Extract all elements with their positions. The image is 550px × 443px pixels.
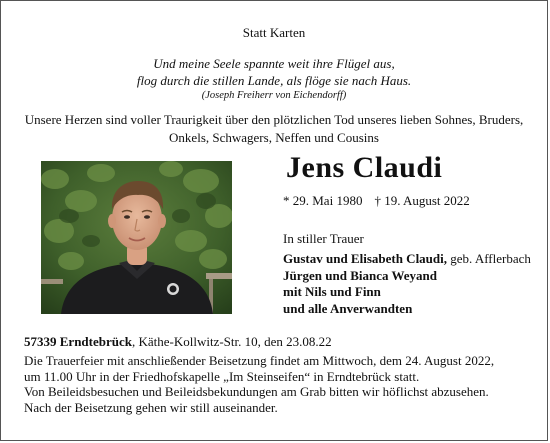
intro-text: [1, 111, 547, 147]
poem-line-2: flog durch die stillen Lande, als flöge sie nach Haus.: [136, 73, 412, 88]
birth-date: * 29. Mai 1980: [283, 193, 363, 208]
location-line: [24, 334, 332, 350]
mourner-maiden-name: geb. Afflerbach: [447, 251, 531, 266]
deceased-name: Jens Claudi: [286, 151, 443, 184]
life-dates: [283, 193, 470, 209]
poem-line-1: Und meine Seele spannte weit ihre Flügel aus,: [153, 56, 395, 71]
intro-line-1: Unsere Herzen sind voller Traurigkeit über den plötzlichen Tod unseres lieben Sohnes, Bruders,: [24, 112, 524, 127]
info-line-4: Nach der Beisetzung gehen wir still auseinander.: [24, 400, 278, 416]
info-line-2: um 11.00 Uhr in der Friedhofskapelle „Im Steinseifen“ in Erndtebrück statt.: [24, 368, 420, 384]
portrait-photo: [41, 161, 232, 314]
poem-author: (Joseph Freiherr von Eichendorff): [201, 90, 347, 101]
mourner-line-1: [283, 251, 531, 268]
mourner-line-4: und alle Anverwandten: [283, 300, 413, 316]
info-line-3: Von Beileidsbesuchen und Beileidsbekundungen am Grab bitten wir höflichst abzusehen.: [24, 384, 489, 400]
intro-line-2: Onkels, Schwagers, Neffen und Cousins: [169, 130, 379, 145]
mourner-parents: Gustav und Elisabeth Claudi,: [283, 251, 448, 266]
header-label: Statt Karten: [242, 25, 306, 40]
info-line-1: Die Trauerfeier mit anschließender Beisetzung findet am Mittwoch, dem 24. August 2022,: [24, 353, 495, 368]
mourner-line-3: mit Nils und Finn: [283, 284, 381, 299]
location-city: 57339 Erndtebrück: [24, 334, 132, 349]
mourners-list: [283, 251, 531, 317]
location-address-date: , Käthe-Kollwitz-Str. 10, den 23.08.22: [131, 334, 332, 349]
mourning-label: In stiller Trauer: [283, 231, 364, 246]
death-date: † 19. August 2022: [374, 193, 470, 208]
funeral-info: [24, 353, 494, 416]
poem: [1, 55, 547, 103]
mourner-line-2: Jürgen und Bianca Weyand: [283, 267, 438, 283]
